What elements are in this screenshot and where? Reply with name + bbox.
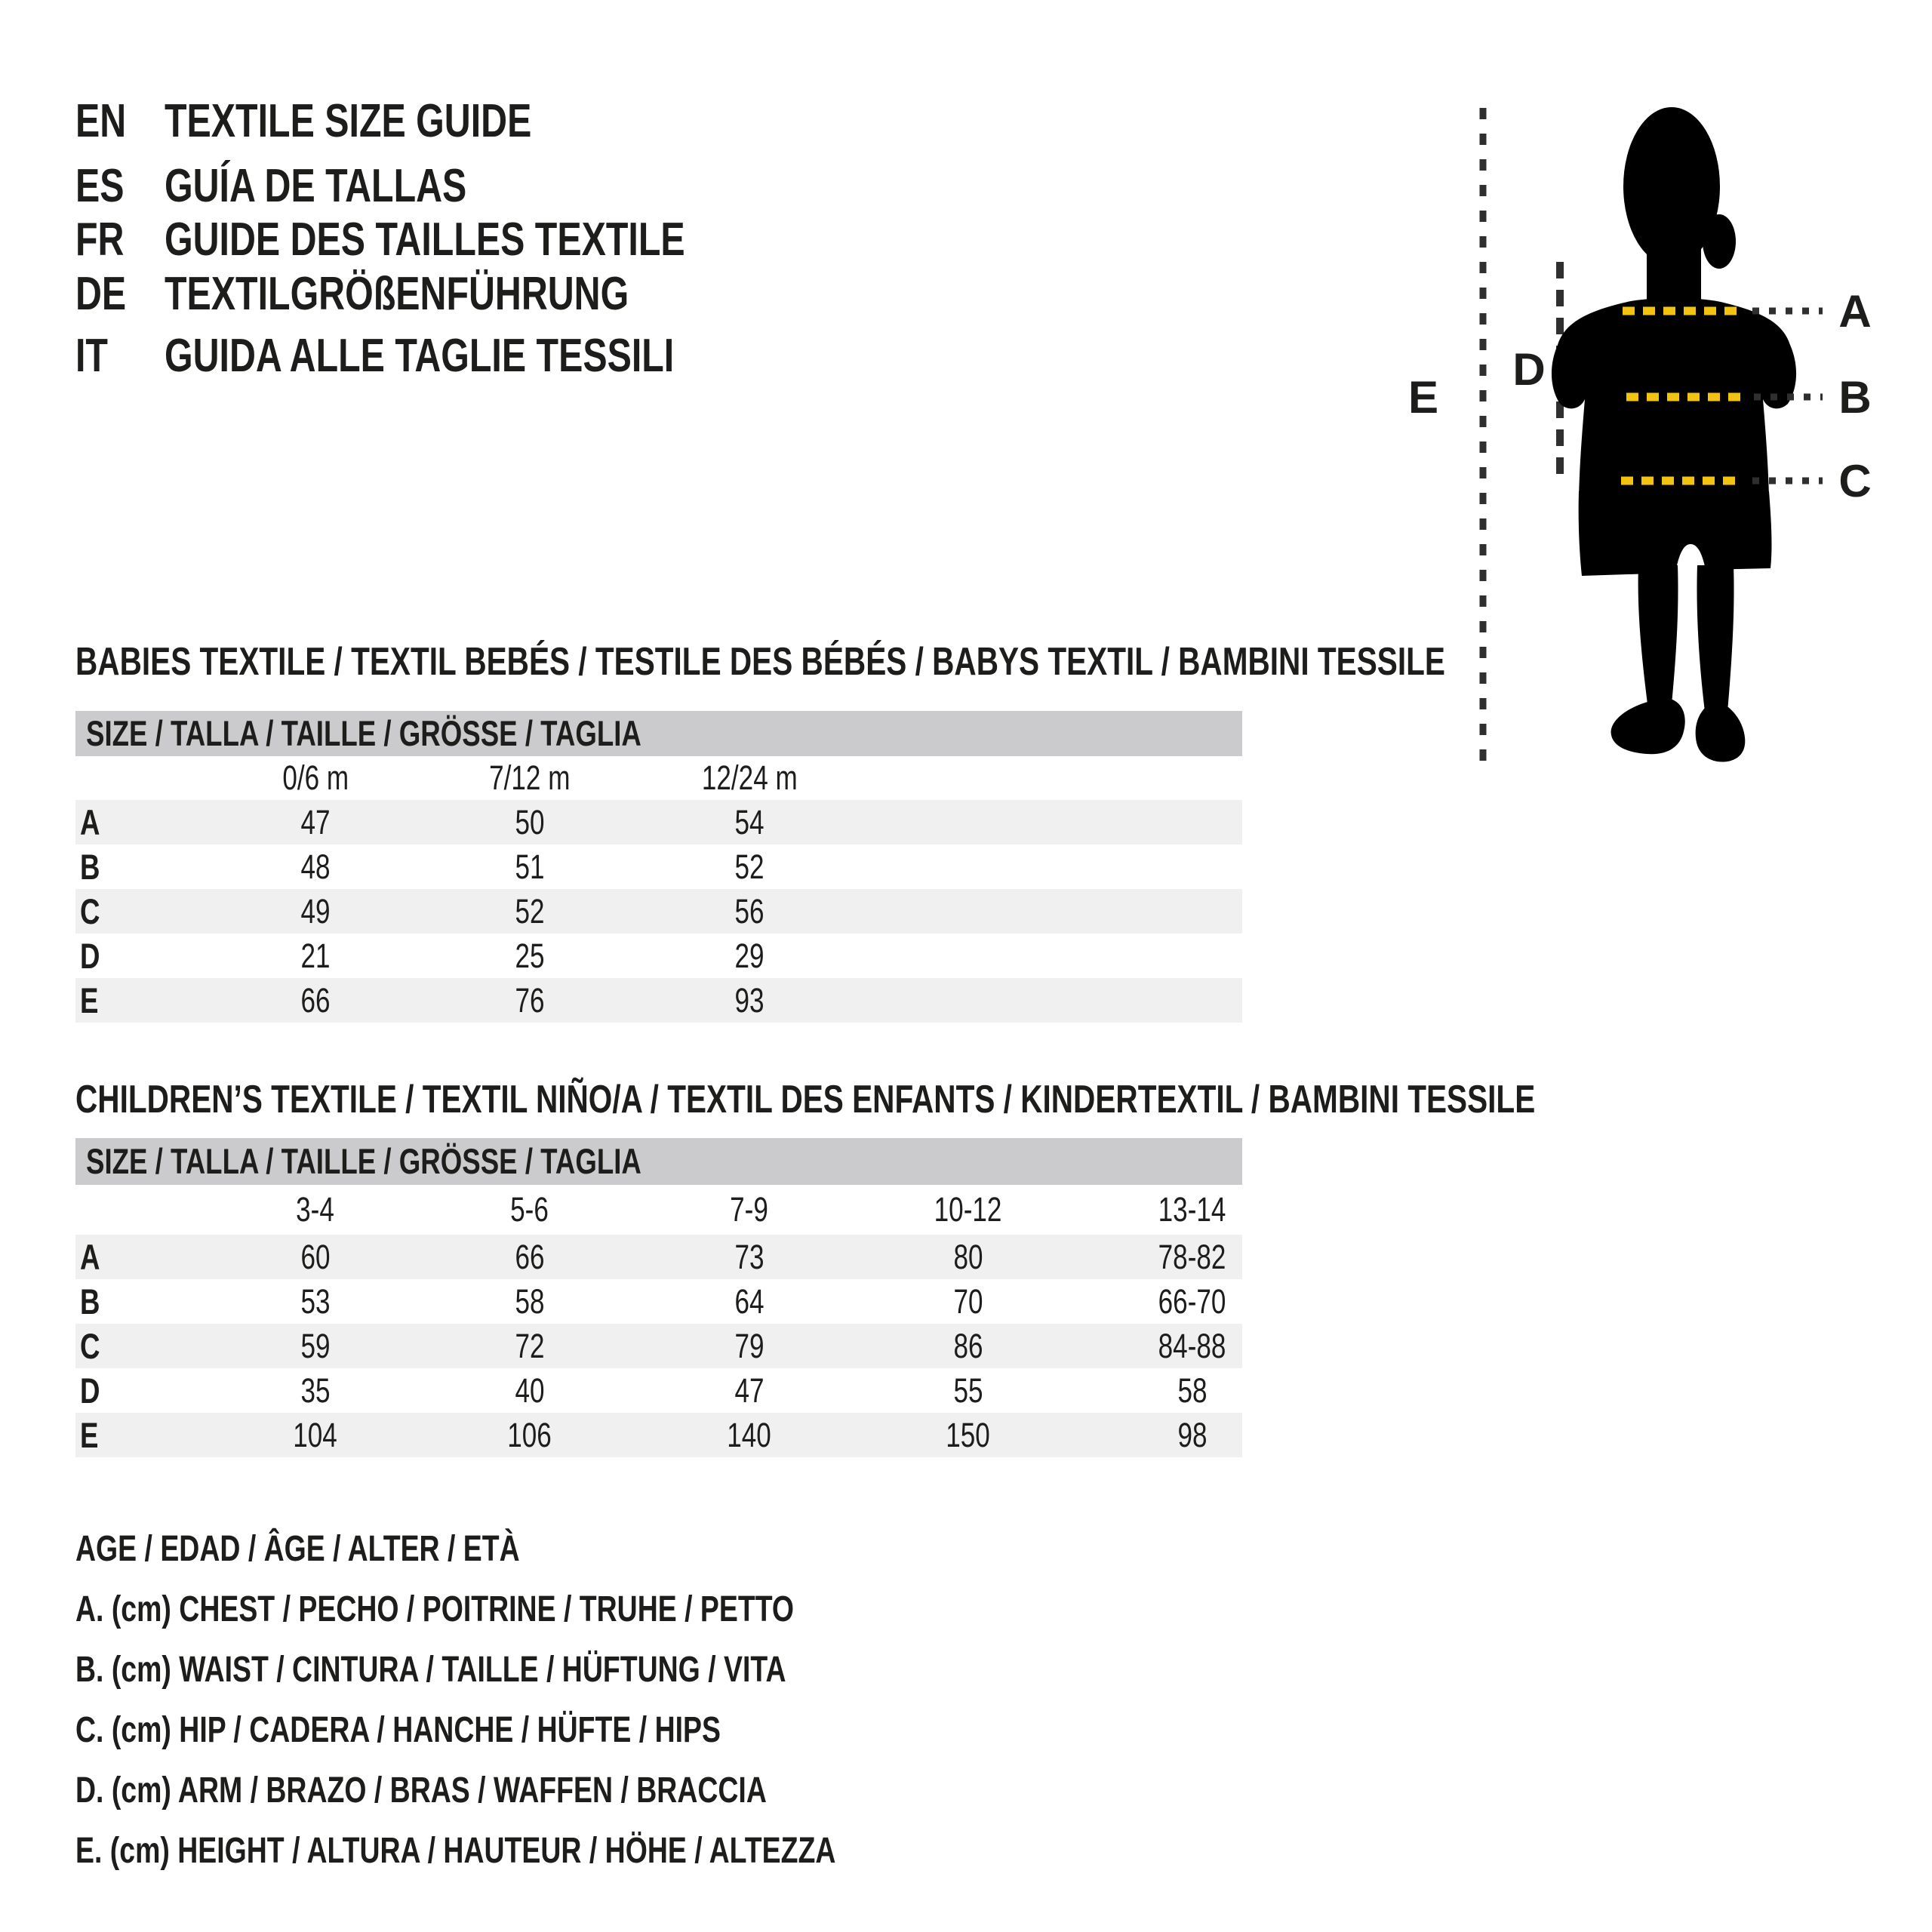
children-title-text: CHILDREN’S TEXTILE / TEXTIL NIÑO/A / TEXTIL DES ENFANTS / KINDERTEXTIL / BAMBINI TESSILE xyxy=(75,1078,1536,1121)
table-cell: 58 xyxy=(515,1282,545,1321)
table-cell: 51 xyxy=(515,848,545,886)
table-cell: 60 xyxy=(300,1238,331,1276)
table-cell: 76 xyxy=(515,981,545,1020)
marker-label-c: C xyxy=(1838,456,1872,506)
column-header: 0/6 m xyxy=(282,758,349,797)
table-cell: 84-88 xyxy=(1158,1327,1226,1365)
size-header-text: SIZE / TALLA / TAILLE / GRÖSSE / TAGLIA xyxy=(86,713,641,753)
measurement-figure xyxy=(1381,64,1902,830)
legend-line-waist: B. (cm) WAIST / CINTURA / TAILLE / HÜFTUNG / VITA xyxy=(75,1650,786,1690)
table-cell: 98 xyxy=(1177,1416,1208,1454)
table-cell: 93 xyxy=(734,981,764,1020)
legend-line-chest: A. (cm) CHEST / PECHO / POITRINE / TRUHE / PETTO xyxy=(75,1589,795,1629)
table-row xyxy=(75,1279,1242,1324)
table-cell: 140 xyxy=(727,1416,772,1454)
column-header: 13-14 xyxy=(1158,1190,1226,1229)
lang-title: GUIDE DES TAILLES TEXTILE xyxy=(165,214,685,266)
table-cell: 49 xyxy=(300,892,331,931)
table-cell: 35 xyxy=(300,1371,331,1410)
lang-title: TEXTILGRÖßENFÜHRUNG xyxy=(165,268,629,320)
table-row xyxy=(75,1235,1242,1279)
table-cell: 78-82 xyxy=(1158,1238,1226,1276)
table-cell: 40 xyxy=(515,1371,545,1410)
table-cell: 59 xyxy=(300,1327,331,1365)
table-row xyxy=(75,1413,1242,1457)
table-cell: 66 xyxy=(300,981,331,1020)
table-cell: 73 xyxy=(734,1238,764,1276)
size-header-text: SIZE / TALLA / TAILLE / GRÖSSE / TAGLIA xyxy=(86,1141,641,1181)
table-cell: 25 xyxy=(515,937,545,975)
children-size-table xyxy=(75,1138,1242,1460)
table-cell: 29 xyxy=(734,937,764,975)
table-cell: 86 xyxy=(953,1327,983,1365)
table-cell: 72 xyxy=(515,1327,545,1365)
table-row xyxy=(75,1368,1242,1413)
marker-label-d: D xyxy=(1512,344,1546,395)
table-row xyxy=(75,1324,1242,1368)
legend-line-hip: C. (cm) HIP / CADERA / HANCHE / HÜFTE / HIPS xyxy=(75,1710,721,1750)
table-cell: 21 xyxy=(300,937,331,975)
marker-label-a: A xyxy=(1838,286,1872,337)
table-cell: 50 xyxy=(515,803,545,841)
babies-section-title xyxy=(75,641,1832,683)
column-header: 12/24 m xyxy=(701,758,798,797)
table-row xyxy=(75,978,1242,1023)
lang-code: FR xyxy=(75,214,125,266)
lang-title: TEXTILE SIZE GUIDE xyxy=(165,95,532,147)
row-label: C xyxy=(80,891,100,931)
table-cell: 66-70 xyxy=(1158,1282,1226,1321)
legend-line-age: AGE / EDAD / ÂGE / ALTER / ETÀ xyxy=(75,1529,520,1569)
table-cell: 80 xyxy=(953,1238,983,1276)
table-cell: 150 xyxy=(946,1416,991,1454)
table-cell: 66 xyxy=(515,1238,545,1276)
row-label: A xyxy=(80,802,100,842)
children-size-header-band xyxy=(75,1138,1242,1185)
table-cell: 52 xyxy=(515,892,545,931)
row-label: B xyxy=(80,847,100,887)
babies-size-table xyxy=(75,711,1242,1023)
row-label: D xyxy=(80,1371,100,1411)
table-row xyxy=(75,844,1242,889)
table-cell: 58 xyxy=(1177,1371,1208,1410)
table-cell: 56 xyxy=(734,892,764,931)
table-cell: 79 xyxy=(734,1327,764,1365)
column-header: 10-12 xyxy=(934,1190,1002,1229)
row-label: A xyxy=(80,1237,100,1277)
column-header: 5-6 xyxy=(510,1190,549,1229)
table-cell: 54 xyxy=(734,803,764,841)
child-silhouette-svg xyxy=(1381,64,1902,830)
legend-line-arm: D. (cm) ARM / BRAZO / BRAS / WAFFEN / BRACCIA xyxy=(75,1770,767,1810)
table-cell: 64 xyxy=(734,1282,764,1321)
column-header: 7/12 m xyxy=(489,758,571,797)
marker-label-e: E xyxy=(1407,372,1439,423)
row-label: C xyxy=(80,1326,100,1366)
lang-code: DE xyxy=(75,268,127,320)
babies-column-header-row xyxy=(75,756,1242,800)
table-cell: 70 xyxy=(953,1282,983,1321)
table-cell: 52 xyxy=(734,848,764,886)
marker-label-b: B xyxy=(1838,372,1872,423)
children-section-title xyxy=(75,1078,1932,1121)
legend-line-height: E. (cm) HEIGHT / ALTURA / HAUTEUR / HÖHE / ALTEZZA xyxy=(75,1831,836,1871)
table-cell: 55 xyxy=(953,1371,983,1410)
table-cell: 53 xyxy=(300,1282,331,1321)
table-row xyxy=(75,800,1242,844)
table-cell: 106 xyxy=(507,1416,552,1454)
table-cell: 47 xyxy=(734,1371,764,1410)
table-row xyxy=(75,889,1242,934)
table-cell: 104 xyxy=(293,1416,338,1454)
column-header: 3-4 xyxy=(296,1190,335,1229)
table-cell: 47 xyxy=(300,803,331,841)
babies-size-header-band xyxy=(75,711,1242,756)
row-label: E xyxy=(80,1415,99,1455)
row-label: E xyxy=(80,980,99,1020)
lang-code: ES xyxy=(75,160,125,212)
row-label: D xyxy=(80,936,100,976)
table-row xyxy=(75,934,1242,978)
lang-title: GUIDA ALLE TAGLIE TESSILI xyxy=(165,330,675,382)
table-cell: 48 xyxy=(300,848,331,886)
lang-title: GUÍA DE TALLAS xyxy=(165,160,467,212)
children-column-header-row xyxy=(75,1185,1242,1235)
lang-code: IT xyxy=(75,330,108,382)
lang-code: EN xyxy=(75,95,127,147)
babies-title-text: BABIES TEXTILE / TEXTIL BEBÉS / TESTILE DES BÉBÉS / BABYS TEXTIL / BAMBINI TESSILE xyxy=(75,640,1445,684)
column-header: 7-9 xyxy=(730,1190,769,1229)
row-label: B xyxy=(80,1281,100,1321)
